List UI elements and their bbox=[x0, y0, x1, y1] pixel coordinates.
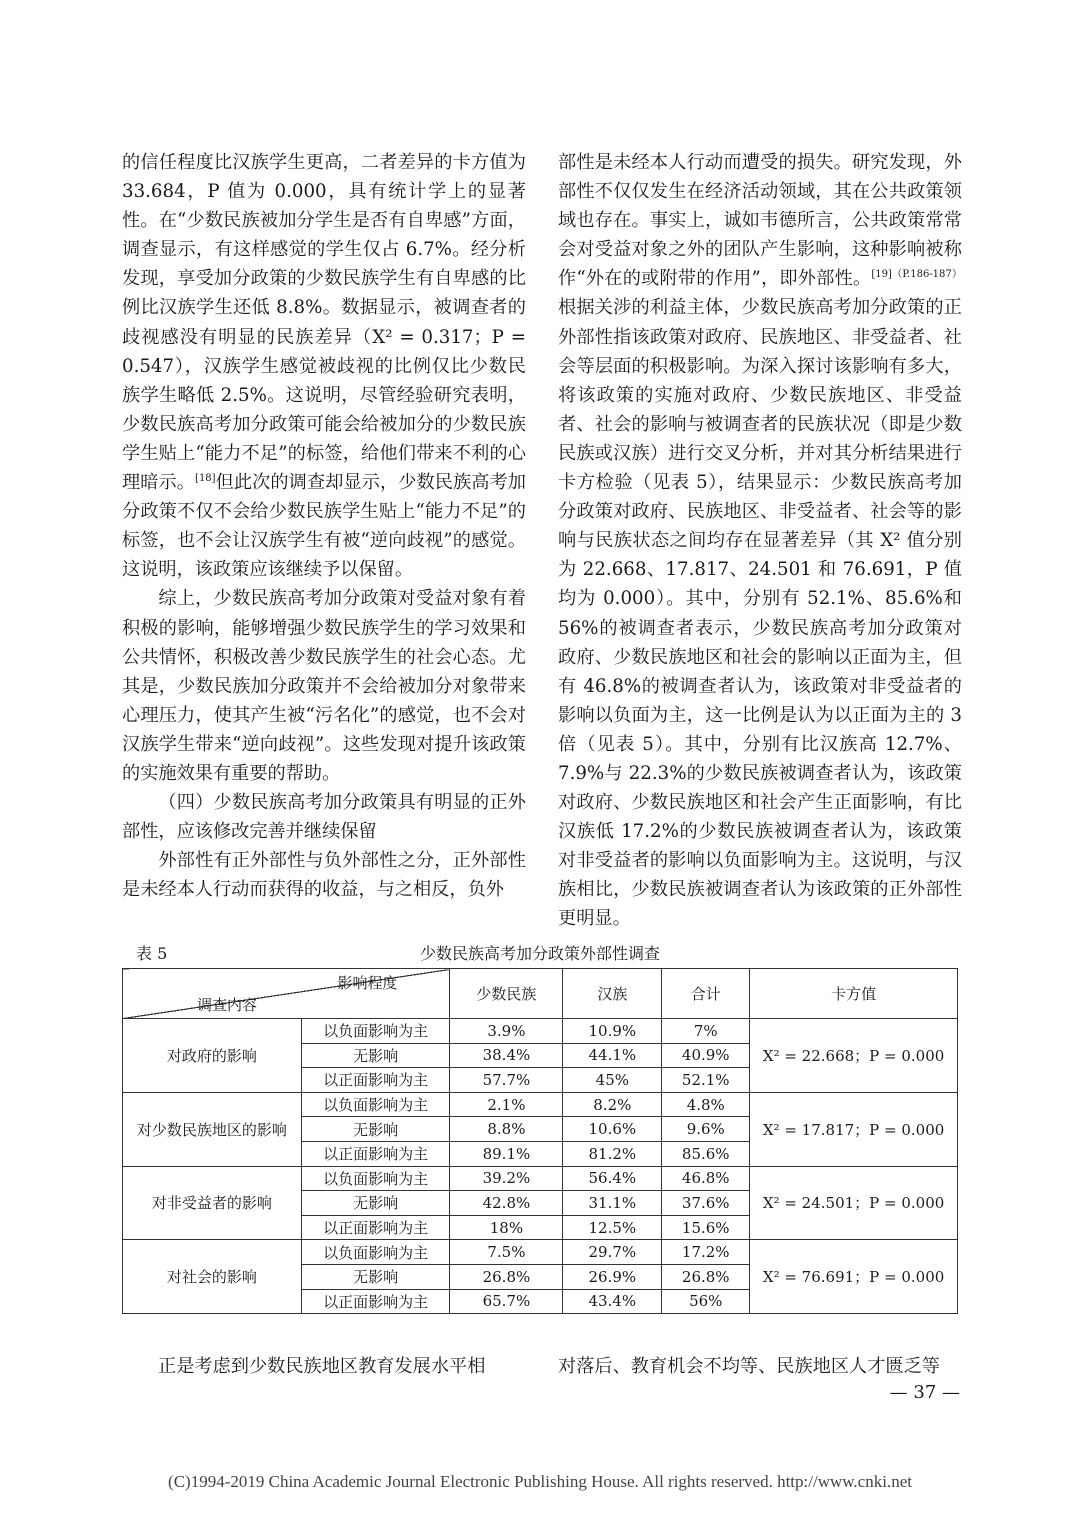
column-header: 汉族 bbox=[563, 969, 662, 1019]
continuation-text-right: 对落后、教育机会不均等、民族地区人才匮乏等 bbox=[558, 1356, 940, 1377]
group-label-cell: 对非受益者的影响 bbox=[123, 1166, 302, 1240]
han-value-cell: 44.1% bbox=[563, 1043, 662, 1068]
han-value-cell: 81.2% bbox=[563, 1141, 662, 1166]
impact-level-cell: 无影响 bbox=[301, 1043, 450, 1068]
group-label-cell: 对少数民族地区的影响 bbox=[123, 1092, 302, 1166]
total-value-cell: 46.8% bbox=[662, 1166, 750, 1191]
paragraph: 部性是未经本人行动而遭受的损失。研究发现，外部性不仅仅发生在经济活动领域，其在公共政策领域也存在。事实上，诚如韦德所言，公共政策常常会对受益对象之外的团队产生影响，这种影响被称作“外在的或附带的作用”，即外部性。$^{[19](P.186-187)}$根据关涉的利益主体，少数民族高考加分政策的正外部性指该政策对政府、民族地区、非受益者、社会等层面的积极影响。为深入探讨该影响有多大，将该政策的实施对政府、少数民族地区、非受益者、社会的影响与被调查者的民族状况（即是少数民族或汉族）进行交叉分析，并对其分析结果进行卡方检验（见表 5），结果显示：少数民族高考加分政策对政府、民族地区、非受益者、社会等的影响与民族状态之间均存在显著差异（其 X² 值分别为 22.668、17.817、24.501 和 76.691，P 值均为 0.000）。其中，分别有 52.1%、85.6%和 56%的被调查者表示，少数民族高考加分政策对政府、少数民族地区和社会的影响以正面为主，但有 46.8%的被调查者认为，该政策对非受益者的影响以负面为主，这一比例是认为以正面为主的 3 倍（见表 5）。其中，分别有比汉族高 12.7%、7.9%与 22.3%的少数民族被调查者认为，该政策对政府、少数民族地区和社会产生正面影响，有比汉族低 17.2%的少数民族被调查者认为，该政策对非受益者的影响以负面影响为主。这说明，与汉族相比，少数民族被调查者认为该政策的正外部性更明显。 bbox=[558, 152, 962, 930]
minority-value-cell: 39.2% bbox=[450, 1166, 563, 1191]
total-value-cell: 56% bbox=[662, 1289, 750, 1314]
han-value-cell: 29.7% bbox=[563, 1240, 662, 1265]
table-label: 表 5 bbox=[136, 944, 168, 963]
header-top-label: 影响程度 bbox=[337, 974, 398, 992]
impact-level-cell: 以正面影响为主 bbox=[301, 1215, 450, 1240]
total-value-cell: 7% bbox=[662, 1019, 750, 1044]
impact-level-cell: 以正面影响为主 bbox=[301, 1141, 450, 1166]
table-row bbox=[123, 1240, 958, 1265]
chi-square-cell: X² = 24.501；P = 0.000 bbox=[750, 1166, 958, 1240]
table-title: 少数民族高考加分政策外部性调查 bbox=[419, 944, 660, 963]
impact-level-cell: 无影响 bbox=[301, 1191, 450, 1216]
paragraph: 的信任程度比汉族学生更高，二者差异的卡方值为 33.684，P 值为 0.000，具有统计学上的显著性。在“少数民族被加分学生是否有自卑感”方面，调查显示，有这样感觉的学生仅占 6.7%。经分析发现，享受加分政策的少数民族学生有自卑感的比例比汉族学生还低 8.8%。数据显示，被调查者的歧视感没有明显的民族差异（X² = 0.317；P = 0.547），汉族学生感觉被歧视的比例仅比少数民族学生略低 2.5%。这说明，尽管经验研究表明，少数民族高考加分政策可能会给被加分的少数民族学生贴上“能力不足”的标签，给他们带来不利的心理暗示。[18]但此次的调查却显示，少数民族高考加分政策不仅不会给少数民族学生贴上“能力不足”的标签，也不会让汉族学生有被“逆向歧视”的感觉。这说明，该政策应该继续予以保留。 bbox=[122, 152, 526, 581]
table-caption bbox=[122, 941, 958, 965]
minority-value-cell: 38.4% bbox=[450, 1043, 563, 1068]
total-value-cell: 4.8% bbox=[662, 1092, 750, 1117]
section-heading: （四）少数民族高考加分政策具有明显的正外部性，应该修改完善并继续保留 bbox=[122, 792, 526, 843]
han-value-cell: 43.4% bbox=[563, 1289, 662, 1314]
column-header: 卡方值 bbox=[750, 969, 958, 1019]
paragraph: 外部性有正外部性与负外部性之分，正外部性是未经本人行动而获得的收益，与之相反，负外 bbox=[122, 850, 526, 901]
total-value-cell: 17.2% bbox=[662, 1240, 750, 1265]
total-value-cell: 26.8% bbox=[662, 1264, 750, 1289]
minority-value-cell: 3.9% bbox=[450, 1019, 563, 1044]
paragraph: 综上，少数民族高考加分政策对受益对象有着积极的影响，能够增强少数民族学生的学习效果和公共情怀，积极改善少数民族学生的社会心态。尤其是，少数民族加分政策并不会给被加分对象带来心理压力，使其产生被“污名化”的感觉，也不会对汉族学生带来“逆向歧视”。这些发现对提升该政策的实施效果有重要的帮助。 bbox=[122, 588, 526, 784]
impact-level-cell: 以负面影响为主 bbox=[301, 1240, 450, 1265]
han-value-cell: 26.9% bbox=[563, 1264, 662, 1289]
group-label-cell: 对政府的影响 bbox=[123, 1019, 302, 1093]
chi-square-cell: X² = 22.668；P = 0.000 bbox=[750, 1019, 958, 1093]
han-value-cell: 56.4% bbox=[563, 1166, 662, 1191]
impact-level-cell: 以负面影响为主 bbox=[301, 1166, 450, 1191]
group-label-cell: 对社会的影响 bbox=[123, 1240, 302, 1314]
total-value-cell: 37.6% bbox=[662, 1191, 750, 1216]
minority-value-cell: 8.8% bbox=[450, 1117, 563, 1142]
chi-square-cell: X² = 76.691；P = 0.000 bbox=[750, 1240, 958, 1314]
right-column bbox=[558, 148, 962, 934]
total-value-cell: 85.6% bbox=[662, 1141, 750, 1166]
han-value-cell: 10.6% bbox=[563, 1117, 662, 1142]
han-value-cell: 10.9% bbox=[563, 1019, 662, 1044]
impact-level-cell: 无影响 bbox=[301, 1264, 450, 1289]
minority-value-cell: 57.7% bbox=[450, 1068, 563, 1093]
han-value-cell: 12.5% bbox=[563, 1215, 662, 1240]
continuation-text-left: 正是考虑到少数民族地区教育发展水平相 bbox=[158, 1356, 486, 1377]
impact-level-cell: 无影响 bbox=[301, 1117, 450, 1142]
column-header: 少数民族 bbox=[450, 969, 563, 1019]
minority-value-cell: 2.1% bbox=[450, 1092, 563, 1117]
data-table bbox=[122, 968, 958, 1314]
table-header-row bbox=[123, 969, 958, 1019]
header-bottom-label: 调查内容 bbox=[197, 996, 258, 1014]
minority-value-cell: 65.7% bbox=[450, 1289, 563, 1314]
impact-level-cell: 以负面影响为主 bbox=[301, 1019, 450, 1044]
minority-value-cell: 18% bbox=[450, 1215, 563, 1240]
total-value-cell: 15.6% bbox=[662, 1215, 750, 1240]
diagonal-header-cell bbox=[123, 969, 450, 1019]
impact-level-cell: 以正面影响为主 bbox=[301, 1068, 450, 1093]
minority-value-cell: 26.8% bbox=[450, 1264, 563, 1289]
han-value-cell: 31.1% bbox=[563, 1191, 662, 1216]
left-column bbox=[122, 148, 526, 904]
minority-value-cell: 42.8% bbox=[450, 1191, 563, 1216]
minority-value-cell: 7.5% bbox=[450, 1240, 563, 1265]
minority-value-cell: 89.1% bbox=[450, 1141, 563, 1166]
table-row bbox=[123, 1166, 958, 1191]
table-row bbox=[123, 1092, 958, 1117]
chi-square-cell: X² = 17.817；P = 0.000 bbox=[750, 1092, 958, 1166]
impact-level-cell: 以正面影响为主 bbox=[301, 1289, 450, 1314]
impact-level-cell: 以负面影响为主 bbox=[301, 1092, 450, 1117]
han-value-cell: 45% bbox=[563, 1068, 662, 1093]
han-value-cell: 8.2% bbox=[563, 1092, 662, 1117]
total-value-cell: 52.1% bbox=[662, 1068, 750, 1093]
table-row bbox=[123, 1019, 958, 1044]
copyright-footer: (C)1994-2019 China Academic Journal Electronic Publishing House. All rights reserved. http://www.cnki.net bbox=[168, 1472, 912, 1491]
total-value-cell: 9.6% bbox=[662, 1117, 750, 1142]
column-header: 合计 bbox=[662, 969, 750, 1019]
total-value-cell: 40.9% bbox=[662, 1043, 750, 1068]
page-number: — 37 — bbox=[889, 1382, 960, 1403]
